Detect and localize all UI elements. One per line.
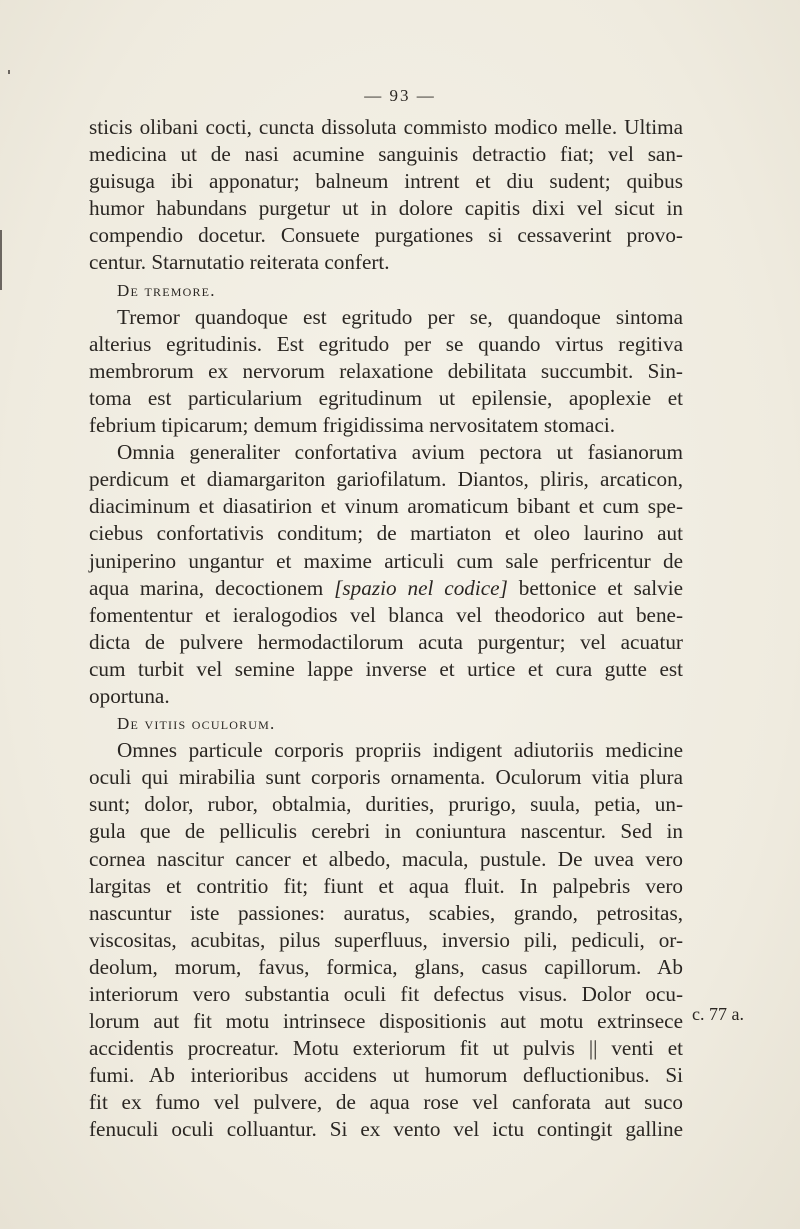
text-line xyxy=(89,575,683,602)
text-line: oculi qui mirabilia sunt corporis ornamenta. Oculorum vitia plura xyxy=(89,765,683,790)
text-line: centur. Starnutatio reiterata confert. xyxy=(89,250,390,275)
text-line: fit ex fumo vel pulvere, de aqua rose vel canforata aut suco xyxy=(89,1090,683,1115)
text-line: Omnia generaliter confortativa avium pectora ut fasianorum xyxy=(117,440,683,465)
text-segment: bettonice et salvie xyxy=(518,575,684,600)
text-line: fenuculi oculi colluantur. Si ex vento vel ictu contingit galline xyxy=(89,1117,683,1142)
text-line: nascuntur iste passiones: auratus, scabies, grando, petrositas, xyxy=(89,900,683,925)
text-line: alterius egritudinis. Est egritudo per se quando virtus regitiva xyxy=(89,331,683,356)
text-line: toma est particularium egritudinum ut epilensie, apoplexie et xyxy=(89,385,683,410)
page-body xyxy=(89,114,683,1144)
text-line: sticis olibani cocti, cuncta dissoluta commisto modico melle. Ultima xyxy=(89,115,683,139)
text-line: gula que de pelliculis cerebri in coniuntura nascentur. Sed in xyxy=(89,819,683,844)
text-line: diaciminum et diasatirion et vinum aromaticum bibant et cum spe- xyxy=(89,494,683,519)
text-segment: aqua marina, decoctionem xyxy=(89,575,324,600)
scan-edge-mark xyxy=(8,70,10,74)
text-line: largitas et contritio fit; fiunt et aqua fluit. In palpebris vero xyxy=(89,873,683,898)
text-line: humor habundans purgetur ut in dolore capitis dixi vel sicut in xyxy=(89,196,683,221)
section-heading-oculorum: De vitiis oculorum. xyxy=(117,714,276,734)
text-line: interiorum vero substantia oculi fit defectus visus. Dolor ocu- xyxy=(89,982,683,1006)
margin-folio-note: c. 77 a. xyxy=(692,1004,744,1024)
text-line: oportuna. xyxy=(89,683,170,708)
text-line: sunt; dolor, rubor, obtalmia, durities, prurigo, suula, petia, un- xyxy=(89,792,683,817)
text-line: perdicum et diamargariton gariofilatum. Diantos, pliris, arcaticon, xyxy=(89,467,683,492)
page-number: — 93 — xyxy=(364,86,436,105)
text-line: guisuga ibi apponatur; balneum intrent et diu sudent; quibus xyxy=(89,169,683,194)
text-line: viscositas, acubitas, pilus superfluus, inversio pili, pediculi, or- xyxy=(89,927,683,952)
text-line: Tremor quandoque est egritudo per se, quandoque sintoma xyxy=(117,304,683,329)
text-line: cum turbit vel semine lappe inverse et urtice et cura gutte est xyxy=(89,656,683,681)
text-line: ciebus confortativis conditum; de martiaton et oleo laurino aut xyxy=(89,521,683,546)
text-line: lorum aut fit motu intrinsece dispositionis aut motu extrinsece xyxy=(89,1009,683,1034)
text-line: deolum, morum, favus, formica, glans, casus capillorum. Ab xyxy=(89,954,683,979)
text-line: membrorum ex nervorum relaxatione debilitata succumbit. Sin- xyxy=(89,358,683,383)
section-heading-tremore: De tremore. xyxy=(117,280,216,300)
text-line: dicta de pulvere hermodactilorum acuta purgentur; vel acuatur xyxy=(89,629,683,654)
text-line: accidentis procreatur. Motu exteriorum fit ut pulvis || venti et xyxy=(89,1036,683,1061)
text-line: cornea nascitur cancer et albedo, macula, pustule. De uvea vero xyxy=(89,846,683,871)
text-line: Omnes particule corporis propriis indigent adiutoriis medicine xyxy=(117,738,683,763)
text-line: febrium tipicarum; demum frigidissima nervositatem stomaci. xyxy=(89,413,616,438)
text-line: fumi. Ab interioribus accidens ut humorum defluctionibus. Si xyxy=(89,1063,683,1088)
editorial-note: [spazio nel codice] xyxy=(334,575,508,600)
text-line: juniperino ungantur et maxime articuli cum sale perfricentur de xyxy=(89,548,683,573)
text-line: fomententur et ieralogodios vel blanca vel theodorico aut bene- xyxy=(89,602,683,627)
scan-edge-mark xyxy=(0,230,2,290)
text-line: medicina ut de nasi acumine sanguinis detractio fiat; vel san- xyxy=(89,142,683,167)
text-line: compendio docetur. Consuete purgationes si cessaverint provo- xyxy=(89,223,683,248)
